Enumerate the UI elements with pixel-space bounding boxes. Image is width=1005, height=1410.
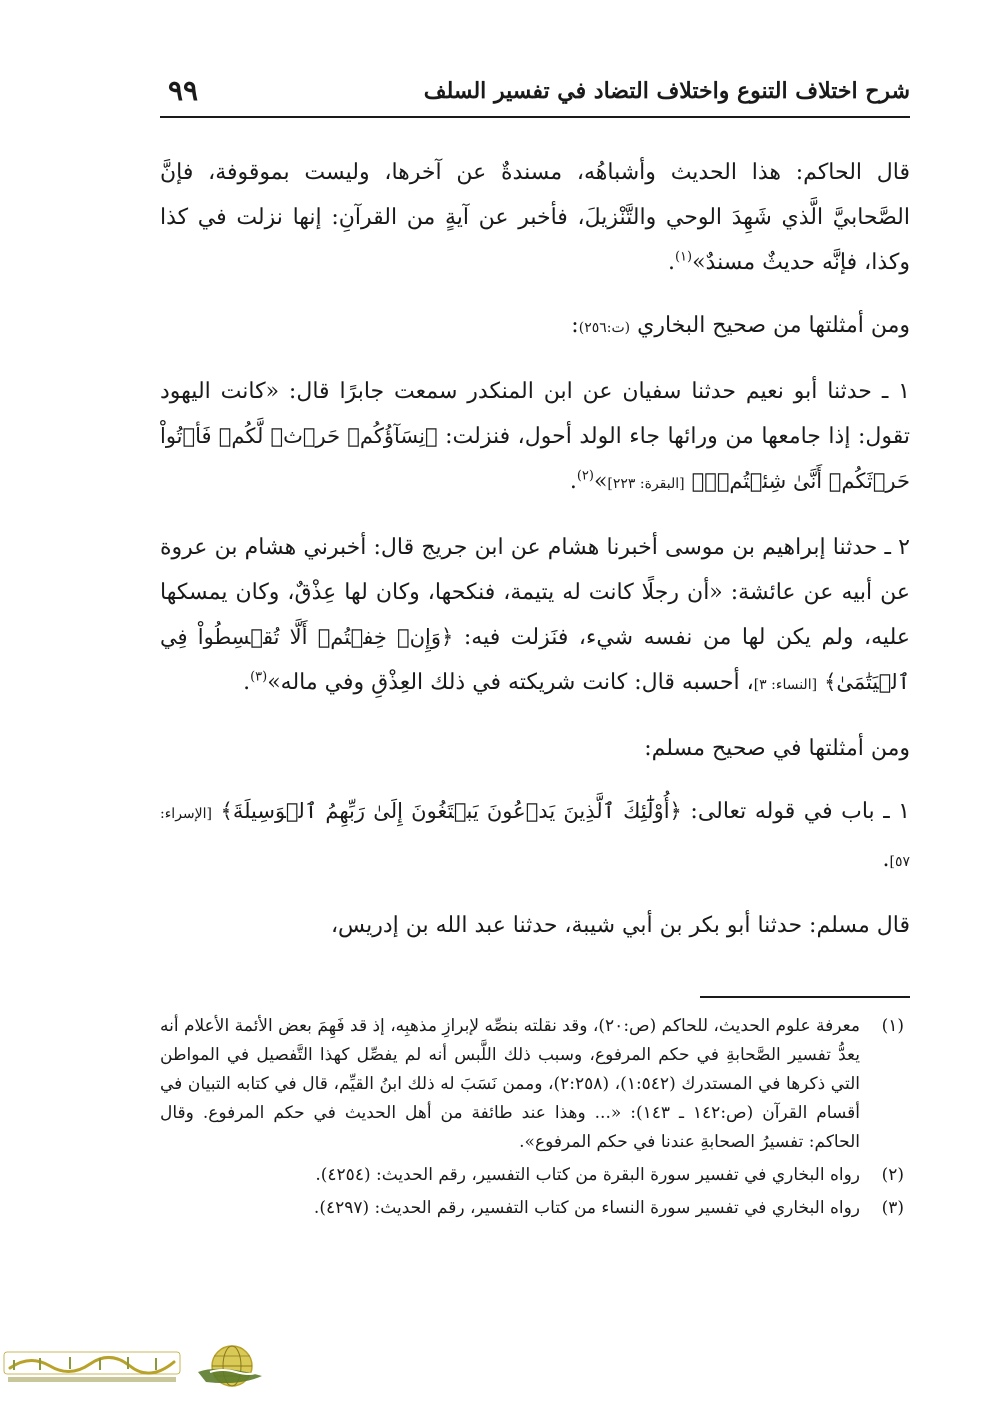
paragraph-hadith-1 [160, 369, 910, 507]
paragraph-text: ١ ـ باب في قوله تعالى: [690, 799, 910, 824]
punctuation: . [667, 250, 675, 275]
paragraph-muslim-chain [160, 903, 910, 948]
paragraph-text: ومن أمثلتها في صحيح مسلم: [644, 736, 910, 761]
tafsir-center-logo-mark [0, 1342, 270, 1392]
paragraph-text: ، أحسبه قال: كانت شريكته في ذلك العِذْقِ وفي ماله» [267, 670, 754, 695]
footnote-text: رواه البخاري في تفسير سورة النساء من كتاب التفسير، رقم الحديث: (٤٢٩٧). [313, 1198, 860, 1218]
footnote-ref-3[interactable]: (٣) [250, 669, 268, 685]
punctuation: . [569, 469, 577, 494]
paragraph-bukhari-intro [160, 303, 910, 351]
punctuation: . [243, 670, 251, 695]
footnote-2 [160, 1161, 910, 1190]
footnote-ref-2[interactable]: (٢) [576, 468, 594, 484]
punctuation: . [882, 847, 890, 872]
footnote-separator [700, 996, 910, 998]
quran-verse: ﴿أُوْلَٰٓئِكَ ٱلَّذِينَ يَدۡعُونَ يَبۡتَغُونَ إِلَىٰ رَبِّهِمُ ٱلۡوَسِيلَةَ﴾ [220, 799, 682, 823]
footnote-text: رواه البخاري في تفسير سورة البقرة من كتاب التفسير، رقم الحديث: (٤٢٥٤). [315, 1165, 860, 1185]
header-rule [160, 116, 910, 118]
footnotes [160, 1012, 910, 1227]
paragraph-text: قال الحاكم: هذا الحديث وأشباهُه، مسندةٌ عن آخرها، وليست بموقوفة، فإنَّ الصَّحابيَّ الَّذي شَهِدَ الوحي والتَّنْزيلَ، فأخبر عن آيةٍ من القرآنِ: إنها نزلت في كذا وكذا، فإنَّه حديثٌ مسندٌ» [160, 160, 910, 275]
footnote-3 [160, 1194, 910, 1223]
paragraph-text: قال مسلم: حدثنا أبو بكر بن أبي شيبة، حدثنا عبد الله بن إدريس، [330, 913, 910, 938]
running-header [158, 74, 910, 114]
footnote-text: معرفة علوم الحديث، للحاكم (ص:٢٠)، وقد نقلته بنصِّه لإبرازِ مذهبِه، إذ قد فَهِمَ بعض الأئمة الأعلام أنه يعدُّ تفسير الصَّحابةِ في حكم المرفوع، وسبب ذلك اللَّبس أنه لم يفصِّل كهذا التَّفصيل في المواطن التي ذكرها في المستدرك (١:٥٤٢)، (٢:٢٥٨)، وممن نَسَبَ له ذلك ابنُ القيِّم، قال في كتابه التبيان في أقسام القرآن (ص:١٤٢ ـ ١٤٣): «... وهذا عند طائفة من أهل الحديث في حكم المرفوع. وقال الحاكم: تفسيرُ الصحابةِ عندنا في حكم المرفوع». [160, 1016, 861, 1152]
running-header-title: شرح اختلاف التنوع واختلاف التضاد في تفسير السلف [423, 78, 910, 104]
punctuation: : [571, 313, 579, 338]
verse-citation: [النساء: ٣] [753, 677, 818, 693]
death-date-citation: (ت:٢٥٦) [578, 320, 631, 336]
footnote-ref-1[interactable]: (١) [674, 249, 693, 265]
paragraph-text: ١ ـ حدثنا أبو نعيم حدثنا سفيان عن ابن المنكدر سمعت جابرًا قال: «كانت اليهود تقول: إذا جامعها من ورائها جاء الولد أحول، فنزلت: [160, 379, 910, 449]
verse-citation: [البقرة: ٢٢٣] [607, 476, 685, 492]
page-number: ٩٩ [168, 74, 199, 107]
footnote-number: (٢) [881, 1165, 904, 1185]
paragraph-text: ٢ ـ حدثنا إبراهيم بن موسى أخبرنا هشام عن ابن جريج قال: أخبرني هشام بن عروة عن أبيه عن عائشة: «أن رجلًا كانت له يتيمة، فنكحها، وكان لها عِذْقٌ، وكان يمسكها عليه، ولم يكن لها من نفسه شيء، فنَزلت فيه: [160, 535, 910, 650]
paragraph-hadith-2 [160, 525, 910, 708]
footnote-number: (٣) [881, 1198, 904, 1218]
paragraph-muslim-chapter [160, 789, 910, 885]
paragraph-muslim-intro [160, 726, 910, 771]
verse-citation: [الإسراء: ٥٧] [160, 806, 910, 870]
tafsir-center-logo [0, 1342, 270, 1392]
paragraph-text: ومن أمثلتها من صحيح البخاري [637, 313, 910, 338]
footnote-number: (١) [881, 1016, 904, 1036]
quran-verse: ﴿وَإِنۡ خِفۡتُمۡ أَلَّا تُقۡسِطُواْ فِي ٱلۡيَتَٰمَىٰ﴾ [160, 625, 910, 694]
footnote-1 [160, 1012, 910, 1157]
quote-close: » [593, 469, 608, 494]
paragraph-hakim-quote [160, 150, 910, 285]
main-text [160, 150, 910, 948]
quran-verse: ﴿نِسَآؤُكُمۡ حَرۡثٞ لَّكُمۡ فَأۡتُواْ حَرۡثَكُمۡ أَنَّىٰ شِئۡتُمۡۖ﴾ [160, 424, 910, 493]
